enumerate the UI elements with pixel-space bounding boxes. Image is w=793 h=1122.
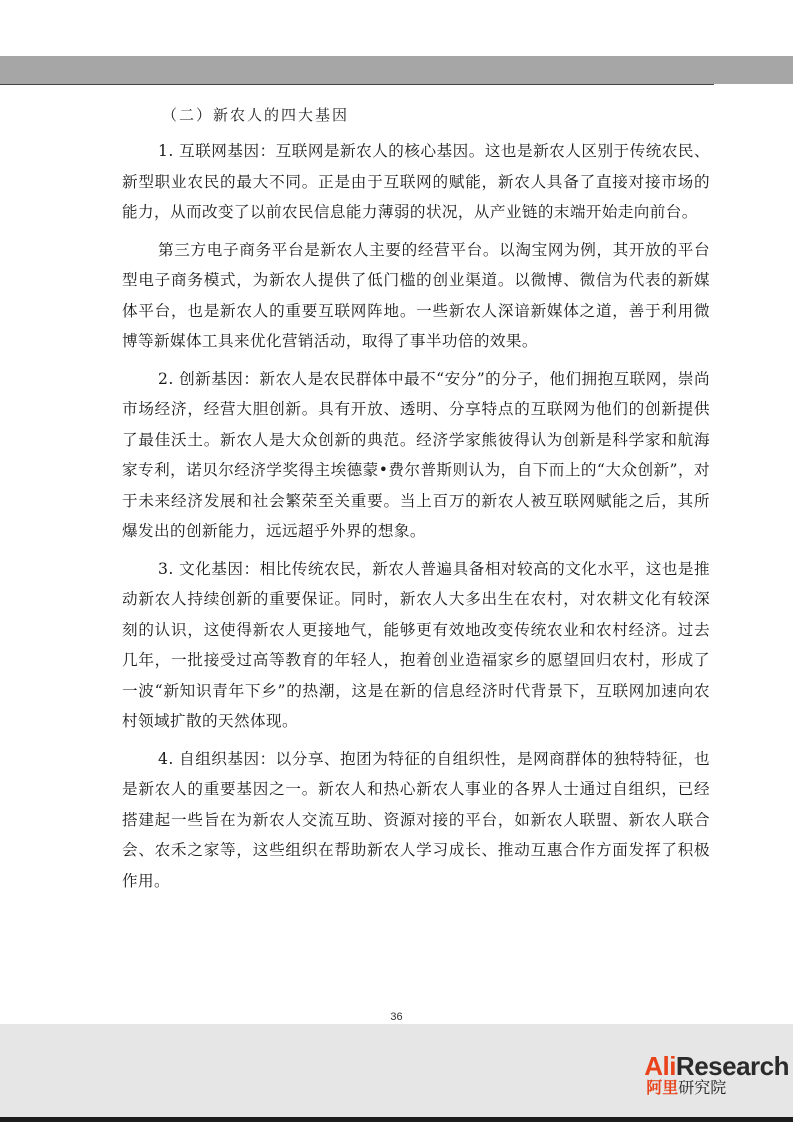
header-rule [0,84,714,85]
logo-english [644,1053,789,1079]
bottom-bar [0,1117,793,1122]
header-bar [0,56,793,84]
paragraph-self-organization-gene: 4. 自组织基因：以分享、抱团为特征的自组织性，是网商群体的独特特征，也是新农人的重要基因之一。新农人和热心新农人事业的各界人士通过自组织，已经搭建起一些旨在为新农人交流互助、资源对接的平台，如新农人联盟、新农人联合会、农禾之家等，这些组织在帮助新农人学习成长、推动互惠合作方面发挥了积极作用。 [122,749,710,890]
logo-research-text: Research [675,1051,789,1081]
section-heading: （二）新农人的四大基因 [162,106,350,124]
paragraph-ecommerce-platforms: 第三方电子商务平台是新农人主要的经营平台。以淘宝网为例，其开放的平台型电子商务模式，为新农人提供了低门槛的创业渠道。以微博、微信为代表的新媒体平台，也是新农人的重要互联网阵地。一些新农人深谙新媒体之道，善于利用微博等新媒体工具来优化营销活动，取得了事半功倍的效果。 [122,240,710,350]
logo-chinese [646,1079,789,1099]
paragraph-internet-gene: 1. 互联网基因：互联网是新农人的核心基因。这也是新农人区别于传统农民、新型职业农民的最大不同。正是由于互联网的赋能，新农人具备了直接对接市场的能力，从而改变了以前农民信息能力薄弱的状况，从产业链的末端开始走向前台。 [122,142,710,221]
logo-ali-text: Ali [644,1051,676,1081]
paragraph-culture-gene: 3. 文化基因：相比传统农民，新农人普遍具备相对较高的文化水平，这也是推动新农人持续创新的重要保证。同时，新农人大多出生在农村，对农耕文化有较深刻的认识，这使得新农人更接地气，能够更有效地改变传统农业和农村经济。过去几年，一批接受过高等教育的年轻人，抱着创业造福家乡的愿望回归农村，形成了一波“新知识青年下乡”的热潮，这是在新的信息经济时代背景下，互联网加速向农村领域扩散的天然体现。 [122,559,710,730]
logo-cn-suffix: 研究院 [678,1080,727,1097]
aliresearch-logo [644,1053,789,1099]
page-content [122,100,710,903]
page-number: 36 [390,1011,403,1023]
logo-cn-prefix: 阿里 [646,1080,679,1097]
paragraph-innovation-gene: 2. 创新基因：新农人是农民群体中最不“安分”的分子，他们拥抱互联网，崇尚市场经济，经营大胆创新。具有开放、透明、分享特点的互联网为他们的创新提供了最佳沃土。新农人是大众创新的典范。经济学家熊彼得认为创新是科学家和航海家专利，诺贝尔经济学奖得主埃德蒙•费尔普斯则认为，自下而上的“大众创新”，对于未来经济发展和社会繁荣至关重要。当上百万的新农人被互联网赋能之后，其所爆发出的创新能力，远远超乎外界的想象。 [122,369,710,540]
